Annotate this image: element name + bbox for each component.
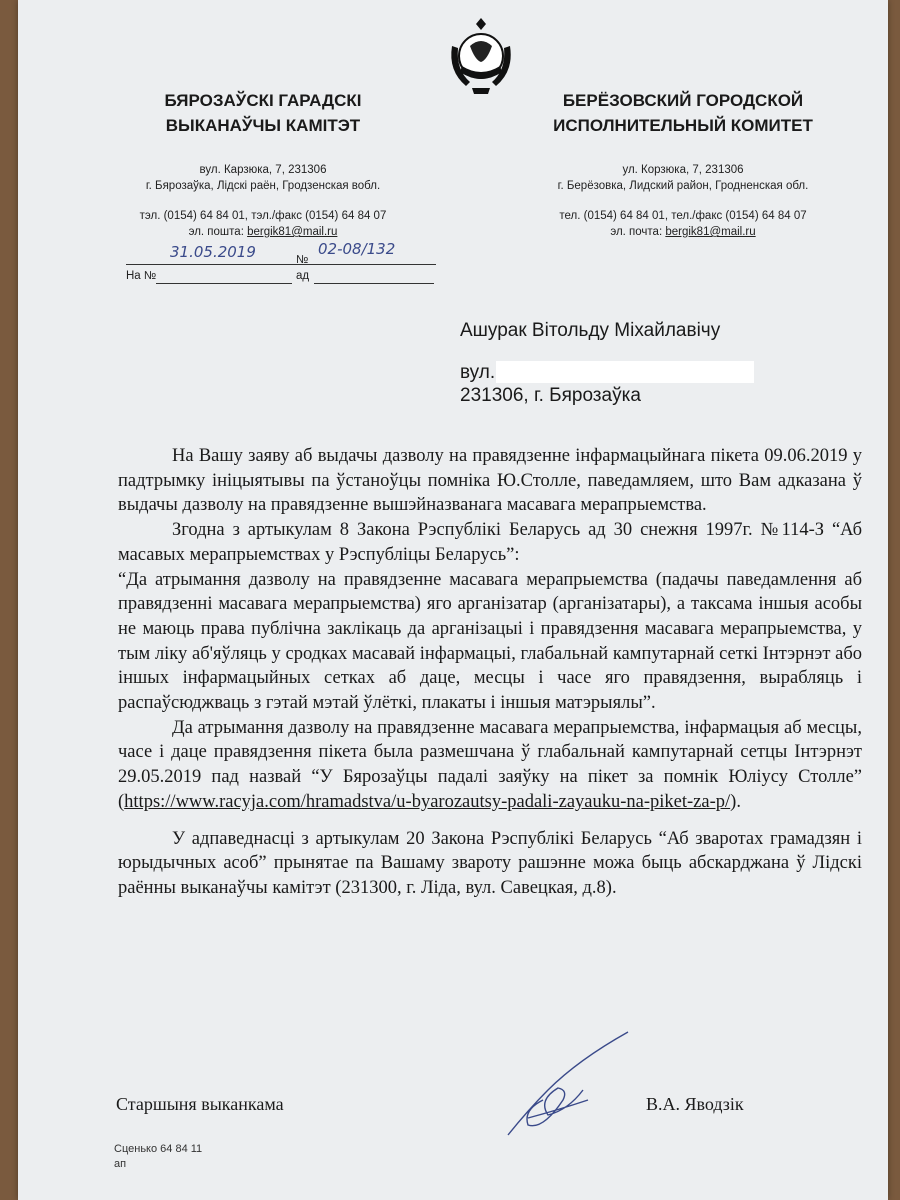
right-phone: тел. (0154) 64 84 01, тел./факс (0154) 64 84 07 (559, 210, 807, 222)
recipient-city: 231306, г. Бярозаўка (460, 385, 641, 406)
left-org-name (113, 88, 413, 138)
handwritten-signature (488, 1030, 638, 1142)
handwritten-date: 31.05.2019 (170, 243, 256, 261)
registry-ref-label: На № (126, 270, 157, 282)
letter-sheet (18, 0, 888, 1200)
signatory-position: Старшыня выканкама (116, 1094, 284, 1114)
right-contacts (513, 162, 853, 240)
paragraph-1: На Вашу заяву аб выдачы дазволу на правядзенне інфармацыйнага пікета 09.06.2019 у падтрымку ініцыятывы па ўстаноўцы помніка Ю.Столле, паведамляем, што Вам адказана ў выдачы дазволу на правядзенне вышэйназванага масавага мерапрыемства. (118, 446, 862, 516)
right-email-line: эл. почта: bergik81@mail.ru (610, 226, 756, 238)
registry-date-line (126, 264, 436, 265)
registry-number-label: № (296, 254, 309, 266)
right-address: ул. Корзюка, 7, 231306 (622, 164, 744, 176)
recipient-street: вул. (460, 362, 496, 383)
right-city: г. Берёзовка, Лидский район, Гродненская обл. (557, 180, 809, 192)
left-org-line1: БЯРОЗАЎСКІ ГАРАДСКІ (164, 91, 362, 110)
recipient-name: Ашурак Вітольду Міхайлавічу (460, 320, 721, 341)
left-contacts (88, 162, 438, 240)
paragraph-5: У адпаведнасці з артыкулам 20 Закона Рэспублікі Беларусь “Аб зваротах грамадзян і юрыдычных асоб” прынятае па Вашаму звароту рашэнне можа быць абскарджана ў Лідскі раённы выканаўчы камітэт (231300, г. Ліда, вул. Савецкая, д.8). (118, 828, 862, 898)
registry-ref-line (156, 283, 292, 284)
article-link[interactable]: https://www.racyja.com/hramadstva/u-byarozautsy-padali-zayauku-na-piket-za-p/ (124, 791, 731, 812)
left-org-line2: ВЫКАНАЎЧЫ КАМІТЭТ (165, 116, 361, 135)
left-city: г. Бярозаўка, Лідскі раён, Гродзенская вобл. (145, 180, 381, 192)
right-org-line1: БЕРЁЗОВСКИЙ ГОРОДСКОЙ (562, 91, 804, 110)
signatory-name: В.А. Яводзік (646, 1094, 744, 1114)
registry-ad-line (314, 283, 434, 284)
right-org-name (523, 88, 843, 138)
paragraph-4: Да атрымання дазволу на правядзенне масавага мерапрыемства, інфармацыя аб месцы, часе і даце правядзення пікета была размешчана ў глабальнай кампутарнай сетцы Інтэрнэт 29.05.2019 пад назвай “У Бярозаўцы падалі заяўку на пікет за помнік Юліусу Столле” (https://www.racyja.com/hramadstva/u-byarozautsy-padali-zayauku-na-piket-za-p/). (118, 717, 862, 812)
executor-contact: Сценько 64 84 11 (114, 1143, 203, 1155)
letter-body (118, 444, 862, 901)
left-address: вул. Карзюка, 7, 231306 (199, 164, 327, 176)
left-email-line: эл. пошта: bergik81@mail.ru (188, 226, 338, 238)
handwritten-number: 02-08/132 (318, 240, 396, 258)
left-email-link[interactable]: bergik81@mail.ru (247, 226, 338, 238)
registry-ad-label: ад (296, 270, 310, 282)
right-org-line2: ИСПОЛНИТЕЛЬНЫЙ КОМИТЕТ (553, 116, 813, 135)
right-email-link[interactable]: bergik81@mail.ru (665, 226, 756, 238)
quote-paragraph: “Да атрымання дазволу на правядзенне масавага мерапрыемства (падачы паведамлення аб правядзенні масавага мерапрыемства) яго арганізатар (арганізатары), а таксама іншыя асобы не маюць права публічна заклікаць да арганізацыі і правядзення масавага мерапрыемства, у тым ліку аб'яўляць у сродках масавай інфармацыі, глабальнай кампутарнай сеткі Інтэрнэт або іншых інфармацыйных сетках аб даце, месцы і часе яго правядзення, вырабляць і распаўсюджваць з гэтай мэтай ўлёткі, плакаты і іншыя матэрыялы”. (118, 569, 862, 714)
paragraph-2: Згодна з артыкулам 8 Закона Рэспублікі Беларусь ад 30 снежня 1997г. №114-З “Аб масавых мерапрыемствах у Рэспубліцы Беларусь”: (118, 520, 862, 565)
left-phone: тэл. (0154) 64 84 01, тэл./факс (0154) 64 84 07 (139, 210, 387, 222)
redacted-street-address (496, 361, 754, 383)
executor-initials: ап (114, 1158, 127, 1170)
coat-of-arms-emblem (442, 16, 520, 96)
